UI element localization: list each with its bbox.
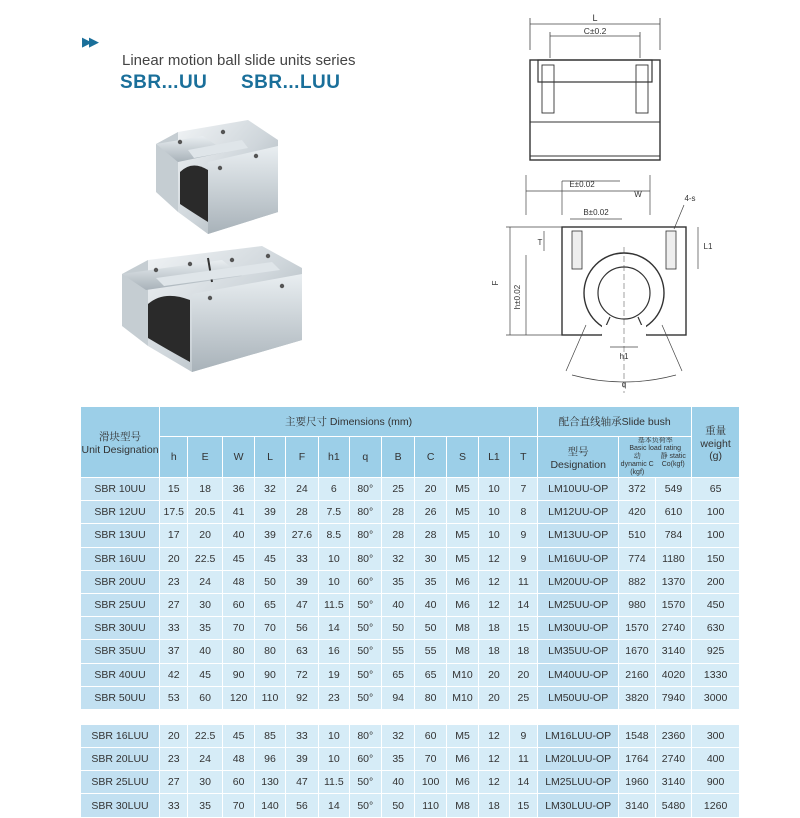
col-B: B [381, 437, 414, 478]
table-cell: 150 [692, 547, 740, 570]
table-cell: 47 [285, 593, 318, 616]
table-cell: 11 [509, 570, 538, 593]
table-cell: 45 [222, 547, 254, 570]
table-cell: 40 [381, 593, 414, 616]
table-cell: 40 [381, 771, 414, 794]
table-cell: 12 [479, 570, 509, 593]
table-cell: 45 [255, 547, 285, 570]
table-cell: 80° [349, 501, 381, 524]
table-cell: 110 [415, 794, 446, 817]
table-cell: 18 [479, 617, 509, 640]
table-cell: 20 [160, 547, 188, 570]
table-cell: 110 [255, 686, 285, 709]
table-cell: LM25UU-OP [538, 593, 619, 616]
table-cell: 40 [415, 593, 446, 616]
table-cell: LM30UU-OP [538, 617, 619, 640]
table-cell: LM16UU-OP [538, 547, 619, 570]
table-cell: 10 [479, 501, 509, 524]
load-rating-header: 基本负荷率 Basic load rating 动 dynamic C (kgf) 静 static Co(kgf) [619, 437, 692, 478]
unit-designation-cell: SBR 20UU [81, 570, 160, 593]
table-cell: 14 [319, 617, 349, 640]
table-row [81, 478, 740, 501]
table-cell: 8.5 [319, 524, 349, 547]
table-cell: 18 [479, 794, 509, 817]
table-cell: 65 [381, 663, 414, 686]
table-cell: 40 [188, 640, 222, 663]
table-cell: 10 [319, 748, 349, 771]
table-row [81, 617, 740, 640]
table-cell: 30 [188, 593, 222, 616]
table-cell: 24 [188, 570, 222, 593]
table-cell: 10 [319, 547, 349, 570]
table-cell: 10 [479, 478, 509, 501]
table-cell: 50° [349, 771, 381, 794]
table-cell: M8 [446, 617, 478, 640]
table-cell: LM35UU-OP [538, 640, 619, 663]
table-cell: LM13UU-OP [538, 524, 619, 547]
table-cell: 100 [415, 771, 446, 794]
table-cell: 12 [479, 748, 509, 771]
table-cell: 774 [619, 547, 655, 570]
table-cell: LM20UU-OP [538, 570, 619, 593]
table-cell: 39 [255, 501, 285, 524]
table-cell: 7.5 [319, 501, 349, 524]
weight-header: 重量 weight (g) [692, 407, 740, 478]
table-cell: 65 [692, 478, 740, 501]
table-cell: 12 [479, 724, 509, 747]
table-cell: 450 [692, 593, 740, 616]
table-cell: 9 [509, 524, 538, 547]
table-cell: 17.5 [160, 501, 188, 524]
unit-designation-cell: SBR 40UU [81, 663, 160, 686]
table-cell: M6 [446, 593, 478, 616]
table-cell: 39 [285, 570, 318, 593]
table-cell: 56 [285, 617, 318, 640]
table-cell: 23 [160, 570, 188, 593]
table-cell: 4020 [655, 663, 692, 686]
uu-rows [81, 478, 740, 710]
table-cell: 2740 [655, 748, 692, 771]
table-cell: 3140 [619, 794, 655, 817]
table-cell: 14 [509, 593, 538, 616]
table-cell: 11.5 [319, 593, 349, 616]
table-cell: 200 [692, 570, 740, 593]
table-cell: 92 [285, 686, 318, 709]
table-cell: 20 [415, 478, 446, 501]
table-cell: M8 [446, 640, 478, 663]
table-cell: 28 [285, 501, 318, 524]
side-view-drawing [510, 10, 690, 170]
table-cell: M6 [446, 771, 478, 794]
dim-T-label: T [537, 238, 543, 247]
table-cell: 24 [285, 478, 318, 501]
table-cell: 24 [188, 748, 222, 771]
dim-B-label: B±0.02 [583, 208, 609, 217]
table-cell: 35 [381, 570, 414, 593]
table-cell: 30 [188, 771, 222, 794]
table-cell: 22.5 [188, 724, 222, 747]
table-cell: 60 [188, 686, 222, 709]
col-h1: h1 [319, 437, 349, 478]
table-cell: 630 [692, 617, 740, 640]
table-cell: 60 [222, 593, 254, 616]
table-cell: 26 [415, 501, 446, 524]
dimensions-header: 主要尺寸 Dimensions (mm) [160, 407, 538, 437]
table-row [81, 524, 740, 547]
table-cell: 11.5 [319, 771, 349, 794]
series-subtitle: Linear motion ball slide units series [122, 52, 356, 69]
table-cell: M5 [446, 478, 478, 501]
table-cell: 12 [479, 593, 509, 616]
unit-designation-header: 滑块型号 Unit Designation [81, 407, 160, 478]
table-cell: M8 [446, 794, 478, 817]
product-photo-short-unit [148, 112, 288, 242]
table-cell: 10 [319, 724, 349, 747]
dim-h-label: h±0.02 [513, 284, 522, 310]
table-cell: 10 [479, 524, 509, 547]
unit-designation-cell: SBR 25LUU [81, 771, 160, 794]
table-cell: LM20LUU-OP [538, 748, 619, 771]
title-uu: SBR...UU [120, 72, 208, 93]
table-cell: LM10UU-OP [538, 478, 619, 501]
table-cell: 27.6 [285, 524, 318, 547]
table-cell: 23 [319, 686, 349, 709]
table-cell: 18 [509, 640, 538, 663]
dim-F-label: F [491, 280, 500, 286]
table-cell: 80° [349, 547, 381, 570]
table-cell: 36 [222, 478, 254, 501]
table-cell: 11 [509, 748, 538, 771]
table-cell: 50 [415, 617, 446, 640]
table-cell: 100 [692, 524, 740, 547]
table-cell: 50° [349, 686, 381, 709]
table-cell: 1570 [619, 617, 655, 640]
table-cell: 39 [285, 748, 318, 771]
table-cell: 65 [255, 593, 285, 616]
table-cell: 16 [319, 640, 349, 663]
table-cell: 20 [160, 724, 188, 747]
table-cell: 372 [619, 478, 655, 501]
col-W: W [222, 437, 254, 478]
unit-designation-cell: SBR 12UU [81, 501, 160, 524]
table-cell: 100 [692, 501, 740, 524]
table-cell: M5 [446, 724, 478, 747]
table-cell: 1548 [619, 724, 655, 747]
dim-q-label: q [621, 380, 627, 389]
table-cell: 80 [255, 640, 285, 663]
unit-designation-cell: SBR 10UU [81, 478, 160, 501]
table-cell: 94 [381, 686, 414, 709]
table-cell: 39 [255, 524, 285, 547]
table-cell: 882 [619, 570, 655, 593]
table-cell: 60 [415, 724, 446, 747]
table-cell: 120 [222, 686, 254, 709]
table-cell: 20 [509, 663, 538, 686]
table-cell: 17 [160, 524, 188, 547]
product-photo-long-unit [112, 242, 308, 376]
title-luu: SBR...LUU [241, 72, 341, 93]
unit-designation-cell: SBR 20LUU [81, 748, 160, 771]
col-h: h [160, 437, 188, 478]
unit-designation-cell: SBR 13UU [81, 524, 160, 547]
unit-designation-cell: SBR 16UU [81, 547, 160, 570]
table-cell: M6 [446, 570, 478, 593]
dim-L1-label: L1 [703, 242, 713, 251]
table-cell: 18 [479, 640, 509, 663]
unit-designation-cell: SBR 35UU [81, 640, 160, 663]
table-cell: 70 [255, 617, 285, 640]
table-cell: 70 [222, 617, 254, 640]
table-cell: 8 [509, 501, 538, 524]
table-cell: LM40UU-OP [538, 663, 619, 686]
table-cell: 12 [479, 771, 509, 794]
table-row [81, 748, 740, 771]
table-cell: 20.5 [188, 501, 222, 524]
table-cell: 18 [188, 478, 222, 501]
col-E: E [188, 437, 222, 478]
table-cell: 25 [509, 686, 538, 709]
table-cell: 15 [509, 617, 538, 640]
dim-W-label: W [634, 190, 642, 199]
table-cell: 130 [255, 771, 285, 794]
table-cell: 72 [285, 663, 318, 686]
table-row [81, 724, 740, 747]
table-cell: 15 [509, 794, 538, 817]
spec-table [80, 406, 740, 818]
unit-designation-cell: SBR 16LUU [81, 724, 160, 747]
table-cell: 90 [255, 663, 285, 686]
table-cell: 20 [188, 524, 222, 547]
unit-designation-cell: SBR 25UU [81, 593, 160, 616]
table-cell: 1370 [655, 570, 692, 593]
table-cell: 27 [160, 593, 188, 616]
table-cell: 300 [692, 724, 740, 747]
table-cell: 28 [381, 524, 414, 547]
table-cell: 2740 [655, 617, 692, 640]
slide-bush-header: 配合直线轴承Slide bush [538, 407, 692, 437]
table-cell: 20 [479, 663, 509, 686]
table-cell: 19 [319, 663, 349, 686]
table-cell: 60° [349, 748, 381, 771]
table-cell: 28 [381, 501, 414, 524]
table-cell: 48 [222, 748, 254, 771]
table-cell: 48 [222, 570, 254, 593]
table-cell: 41 [222, 501, 254, 524]
table-cell: LM30LUU-OP [538, 794, 619, 817]
table-cell: 9 [509, 547, 538, 570]
unit-designation-cell: SBR 30LUU [81, 794, 160, 817]
col-L1: L1 [479, 437, 509, 478]
table-row [81, 640, 740, 663]
table-cell: 50° [349, 663, 381, 686]
table-cell: 900 [692, 771, 740, 794]
table-cell: 27 [160, 771, 188, 794]
table-cell: 3140 [655, 640, 692, 663]
table-cell: 5480 [655, 794, 692, 817]
table-cell: 42 [160, 663, 188, 686]
static-label: 静 static Co(kgf) [660, 453, 686, 468]
table-cell: 25 [381, 478, 414, 501]
luu-rows [81, 724, 740, 817]
table-cell: 10 [319, 570, 349, 593]
table-cell: 53 [160, 686, 188, 709]
table-cell: 3140 [655, 771, 692, 794]
table-cell: 12 [479, 547, 509, 570]
table-cell: 15 [160, 478, 188, 501]
table-cell: 60° [349, 570, 381, 593]
table-cell: 50 [381, 794, 414, 817]
table-cell: 925 [692, 640, 740, 663]
table-cell: 1570 [655, 593, 692, 616]
table-row [81, 663, 740, 686]
table-cell: 2360 [655, 724, 692, 747]
table-cell: 7940 [655, 686, 692, 709]
table-cell: 30 [415, 547, 446, 570]
table-cell: 70 [415, 748, 446, 771]
table-cell: 32 [381, 724, 414, 747]
table-cell: 55 [381, 640, 414, 663]
table-cell: 1764 [619, 748, 655, 771]
table-cell: 35 [381, 748, 414, 771]
dim-h1-label: h1 [619, 352, 629, 361]
table-row [81, 501, 740, 524]
table-cell: M10 [446, 686, 478, 709]
table-cell: 33 [160, 617, 188, 640]
table-cell: 45 [222, 724, 254, 747]
table-cell: 510 [619, 524, 655, 547]
table-cell: 50 [381, 617, 414, 640]
front-section-drawing [462, 175, 722, 393]
table-cell: LM50UU-OP [538, 686, 619, 709]
table-cell: 80° [349, 524, 381, 547]
table-cell: 400 [692, 748, 740, 771]
table-cell: 55 [415, 640, 446, 663]
table-cell: 47 [285, 771, 318, 794]
table-cell: 784 [655, 524, 692, 547]
table-cell: 980 [619, 593, 655, 616]
table-cell: 37 [160, 640, 188, 663]
table-cell: 3000 [692, 686, 740, 709]
double-arrow-icon: ▶▶ [82, 34, 96, 49]
table-cell: 50° [349, 640, 381, 663]
table-cell: 33 [285, 724, 318, 747]
table-row [81, 771, 740, 794]
table-cell: 1260 [692, 794, 740, 817]
table-cell: 1960 [619, 771, 655, 794]
table-cell: 45 [188, 663, 222, 686]
table-cell: 56 [285, 794, 318, 817]
table-cell: LM12UU-OP [538, 501, 619, 524]
dim-S-label: 4-s [684, 194, 696, 203]
table-cell: 80 [415, 686, 446, 709]
table-cell: 50° [349, 593, 381, 616]
table-cell: 50 [255, 570, 285, 593]
table-cell: 90 [222, 663, 254, 686]
table-cell: 20 [479, 686, 509, 709]
col-L: L [255, 437, 285, 478]
table-cell: 50° [349, 617, 381, 640]
col-C: C [415, 437, 446, 478]
unit-designation-cell: SBR 30UU [81, 617, 160, 640]
table-cell: 6 [319, 478, 349, 501]
table-cell: 14 [319, 794, 349, 817]
table-cell: 35 [188, 794, 222, 817]
table-cell: 80° [349, 478, 381, 501]
table-cell: 70 [222, 794, 254, 817]
table-cell: 7 [509, 478, 538, 501]
table-cell: M5 [446, 524, 478, 547]
table-cell: 80 [222, 640, 254, 663]
table-cell: 35 [188, 617, 222, 640]
table-cell: 63 [285, 640, 318, 663]
table-row [81, 570, 740, 593]
table-cell: 549 [655, 478, 692, 501]
table-cell: 140 [255, 794, 285, 817]
table-cell: LM16LUU-OP [538, 724, 619, 747]
col-S: S [446, 437, 478, 478]
dynamic-label: 动 dynamic C (kgf) [620, 453, 654, 476]
table-row [81, 593, 740, 616]
bush-designation-header: 型号 Designation [538, 437, 619, 478]
table-cell: 1330 [692, 663, 740, 686]
table-cell: 96 [255, 748, 285, 771]
table-cell: M10 [446, 663, 478, 686]
table-cell: 80° [349, 724, 381, 747]
table-cell: M5 [446, 547, 478, 570]
table-cell: 65 [415, 663, 446, 686]
table-cell: 9 [509, 724, 538, 747]
table-cell: 420 [619, 501, 655, 524]
table-cell: M6 [446, 748, 478, 771]
table-cell: 40 [222, 524, 254, 547]
dim-L-label: L [592, 13, 598, 23]
table-cell: 23 [160, 748, 188, 771]
table-cell: 22.5 [188, 547, 222, 570]
col-F: F [285, 437, 318, 478]
table-cell: 33 [160, 794, 188, 817]
table-cell: 32 [255, 478, 285, 501]
col-q: q [349, 437, 381, 478]
table-cell: 28 [415, 524, 446, 547]
table-cell: 32 [381, 547, 414, 570]
dim-E-label: E±0.02 [569, 180, 595, 189]
dim-C-label: C±0.2 [583, 26, 607, 36]
table-row [81, 547, 740, 570]
unit-designation-cell: SBR 50UU [81, 686, 160, 709]
table-cell: 1180 [655, 547, 692, 570]
table-cell: 33 [285, 547, 318, 570]
table-cell: 60 [222, 771, 254, 794]
table-cell: 1670 [619, 640, 655, 663]
col-T: T [509, 437, 538, 478]
table-cell: M5 [446, 501, 478, 524]
table-row [81, 794, 740, 817]
table-cell: 610 [655, 501, 692, 524]
table-cell: 50° [349, 794, 381, 817]
table-cell: 2160 [619, 663, 655, 686]
table-row [81, 686, 740, 709]
table-cell: LM25LUU-OP [538, 771, 619, 794]
table-cell: 35 [415, 570, 446, 593]
table-cell: 14 [509, 771, 538, 794]
table-cell: 85 [255, 724, 285, 747]
table-cell: 3820 [619, 686, 655, 709]
